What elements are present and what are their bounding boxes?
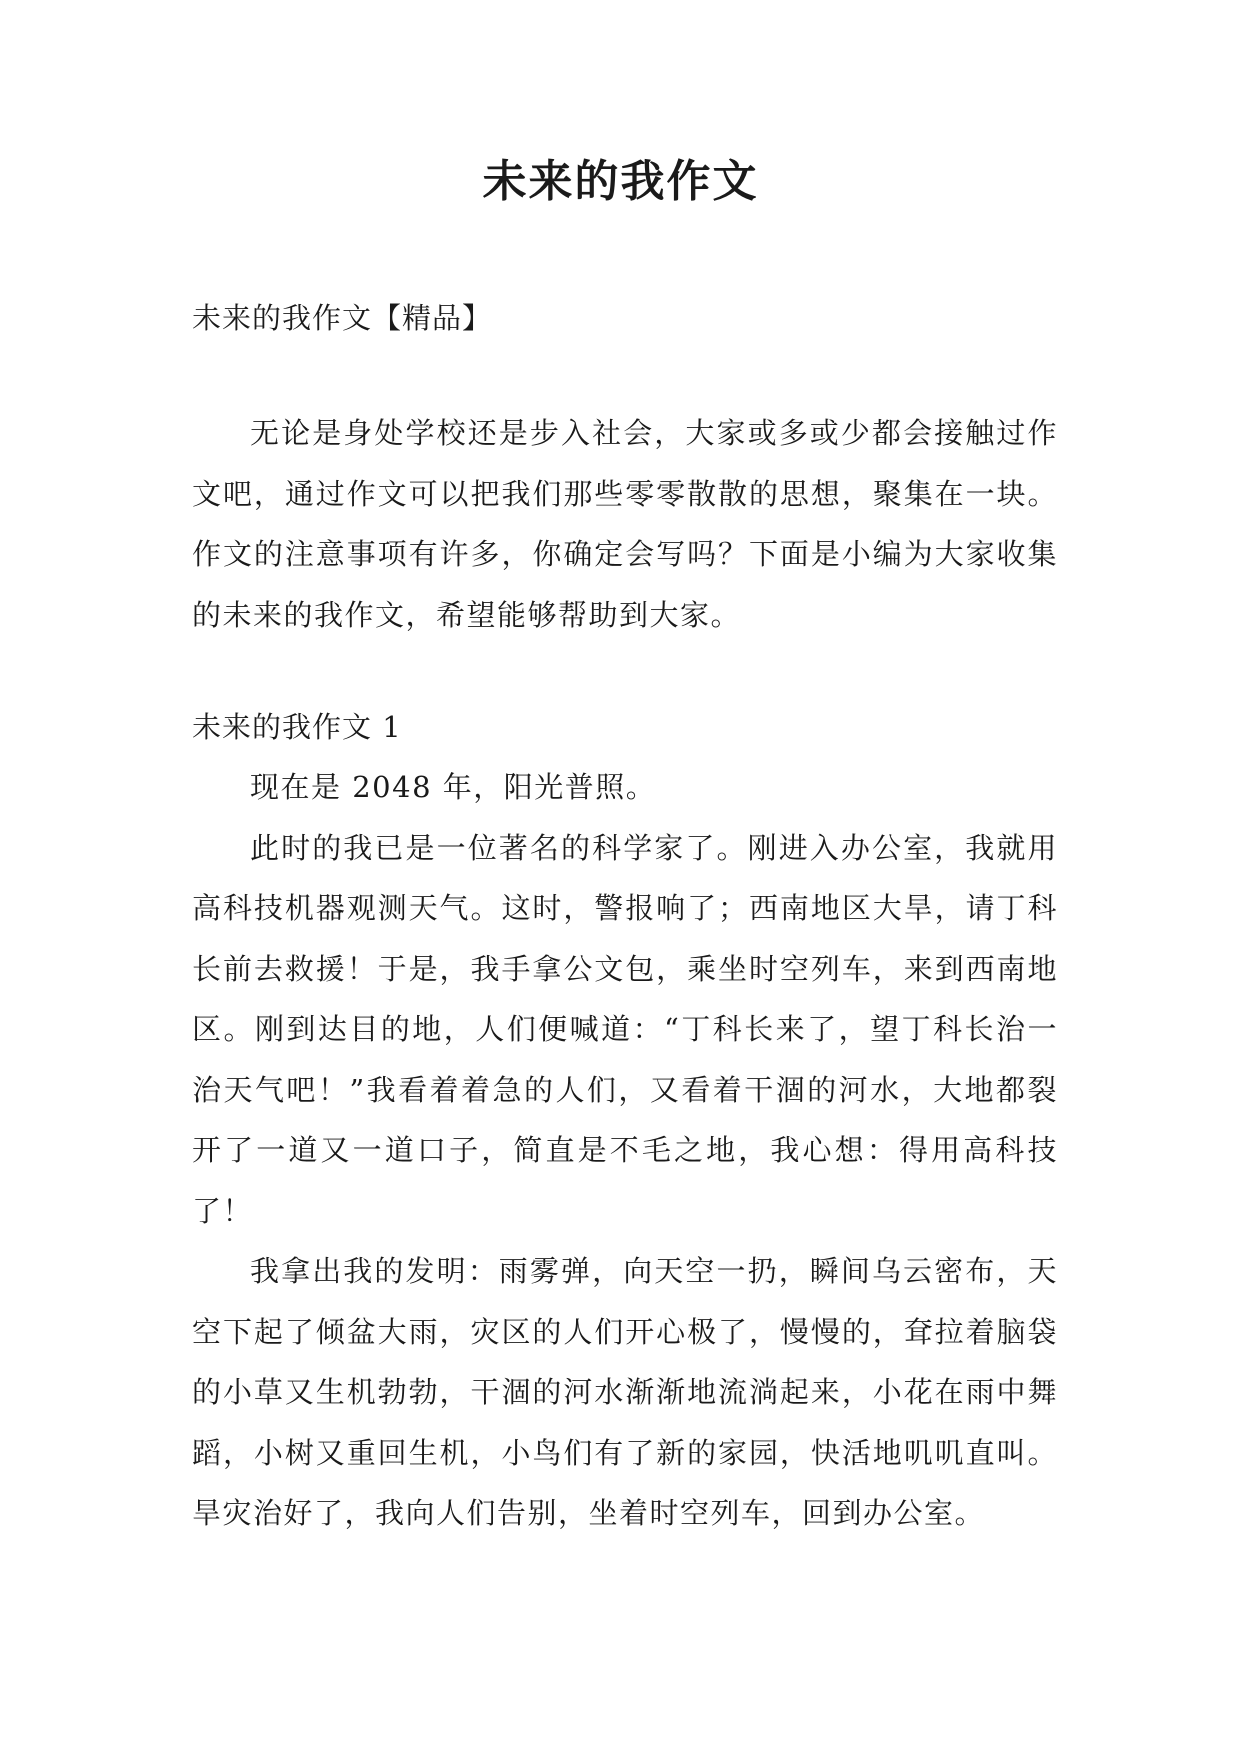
body-paragraph: 此时的我已是一位著名的科学家了。刚进入办公室，我就用高科技机器观测天气。这时，警报响了；西南地区大旱，请丁科长前去救援！于是，我手拿公文包，乘坐时空列车，来到西南地区。刚到达目的地，人们便喊道：“丁科长来了，望丁科长治一治天气吧！”我看着着急的人们，又看着干涸的河水，大地都裂开了一道又一道口子，简直是不毛之地，我心想：得用高科技了！ bbox=[192, 830, 1058, 1228]
document-subtitle: 未来的我作文【精品】 bbox=[192, 301, 493, 335]
intro-paragraph: 无论是身处学校还是步入社会，大家或多或少都会接触过作文吧，通过作文可以把我们那些零零散散的思想，聚集在一块。作文的注意事项有许多，你确定会写吗？下面是小编为大家收集的未来的我作文，希望能够帮助到大家。 bbox=[192, 416, 1058, 632]
document-body bbox=[192, 288, 1058, 1544]
body-paragraph: 我拿出我的发明：雨雾弹，向天空一扔，瞬间乌云密布，天空下起了倾盆大雨，灾区的人们开心极了，慢慢的，耷拉着脑袋的小草又生机勃勃，干涸的河水渐渐地流淌起来，小花在雨中舞蹈，小树又重回生机，小鸟们有了新的家园，快活地叽叽直叫。旱灾治好了，我向人们告别，坐着时空列车，回到办公室。 bbox=[192, 1254, 1058, 1530]
section-heading: 未来的我作文 1 bbox=[192, 710, 402, 744]
body-paragraph: 现在是 2048 年，阳光普照。 bbox=[250, 770, 657, 804]
document-title: 未来的我作文 bbox=[482, 156, 759, 207]
